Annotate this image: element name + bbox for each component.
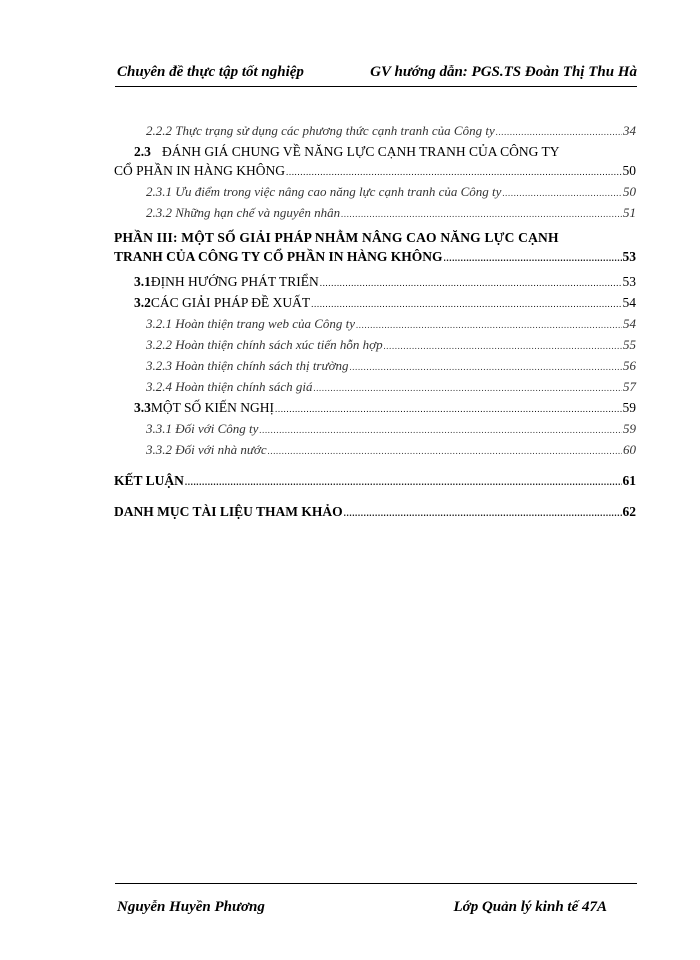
toc-entry-3-2-3[interactable] <box>114 356 636 377</box>
toc-entry-3-2[interactable] <box>114 293 636 314</box>
toc-entry-text: 3.2.4 Hoàn thiện chính sách giá <box>146 379 313 394</box>
toc-section-number: 2.3 <box>134 144 151 159</box>
toc-entry-3-3[interactable] <box>114 398 636 419</box>
toc-page-number: 59 <box>623 421 636 436</box>
toc-page-number: 54 <box>622 295 636 310</box>
toc-leader-dots <box>444 249 622 268</box>
toc-entry-text: MỘT SỐ KIẾN NGHỊ <box>150 400 274 415</box>
toc-entry-text: 3.2.2 Hoàn thiện chính sách xúc tiến hỗn hợp <box>146 337 383 352</box>
toc-leader-dots <box>275 400 622 419</box>
toc-entry-text: 3.3.1 Đối với Công ty <box>146 421 259 436</box>
toc-page-number: 55 <box>623 337 636 352</box>
toc-entry-text-line2: TRANH CỦA CÔNG TY CỔ PHẦN IN HÀNG KHÔNG <box>114 249 443 264</box>
toc-page-number: 53 <box>622 274 636 289</box>
toc-entry-text: 3.2.3 Hoàn thiện chính sách thị trường <box>146 358 349 373</box>
toc-entry-3-1[interactable] <box>114 272 636 293</box>
toc-entry-text: ĐỊNH HƯỚNG PHÁT TRIỂN <box>150 274 319 289</box>
toc-entry-text: 3.3.2 Đối với nhà nước <box>146 442 267 457</box>
toc-entry-part-3[interactable] <box>114 228 636 268</box>
toc-leader-dots <box>286 163 622 182</box>
toc-leader-dots <box>313 379 622 398</box>
toc-page-number: 61 <box>622 473 636 488</box>
toc-entry-text: CÁC GIẢI PHÁP ĐỀ XUẤT <box>150 295 311 310</box>
toc-leader-dots <box>384 337 622 356</box>
toc-entry-3-3-2[interactable] <box>114 440 636 461</box>
toc-page-number: 50 <box>622 163 636 178</box>
toc-entry-text: 2.3.1 Ưu điểm trong việc nâng cao năng lực cạnh tranh của Công ty <box>146 184 502 199</box>
toc-entry-3-2-1[interactable] <box>114 314 636 335</box>
toc-page-number: 60 <box>623 442 636 457</box>
header-left-title: Chuyên đề thực tập tốt nghiệp <box>117 64 304 80</box>
toc-leader-dots <box>341 205 622 224</box>
toc-page-number: 56 <box>623 358 636 373</box>
toc-section-number: 3.1 <box>134 274 151 289</box>
toc-leader-dots <box>496 123 622 142</box>
footer-author: Nguyễn Huyền Phương <box>117 899 265 915</box>
toc-leader-dots <box>356 316 622 335</box>
page-footer <box>117 899 607 916</box>
toc-entry-references[interactable] <box>114 502 636 523</box>
toc-entry-text: DANH MỤC TÀI LIỆU THAM KHẢO <box>114 504 343 519</box>
toc-leader-dots <box>350 358 622 377</box>
table-of-contents <box>114 121 636 523</box>
toc-entry-3-2-2[interactable] <box>114 335 636 356</box>
footer-divider <box>115 883 637 884</box>
header-divider <box>115 86 637 87</box>
toc-entry-2-2-2[interactable] <box>114 121 636 142</box>
header-right-advisor: GV hướng dẫn: PGS.TS Đoàn Thị Thu Hà <box>370 64 637 80</box>
toc-entry-conclusion[interactable] <box>114 471 636 492</box>
page-header <box>117 64 637 81</box>
toc-entry-2-3-2[interactable] <box>114 203 636 224</box>
toc-leader-dots <box>259 421 622 440</box>
toc-entry-text: 2.3.2 Những hạn chế và nguyên nhân <box>146 205 341 220</box>
toc-entry-3-3-1[interactable] <box>114 419 636 440</box>
toc-leader-dots <box>320 274 622 293</box>
toc-entry-2-3[interactable] <box>114 142 636 182</box>
toc-entry-text-line1: PHẦN III: MỘT SỐ GIẢI PHÁP NHẰM NÂNG CAO NĂNG LỰC CẠNH <box>114 230 559 245</box>
toc-entry-text-line1: ĐÁNH GIÁ CHUNG VỀ NĂNG LỰC CẠNH TRANH CỦA CÔNG TY <box>162 144 560 159</box>
toc-entry-text-line2: CỔ PHẦN IN HÀNG KHÔNG <box>114 163 285 178</box>
toc-entry-text: 3.2.1 Hoàn thiện trang web của Công ty <box>146 316 356 331</box>
toc-page-number: 50 <box>623 184 636 199</box>
toc-section-number: 3.2 <box>134 295 151 310</box>
toc-section-number: 3.3 <box>134 400 151 415</box>
toc-page-number: 53 <box>622 249 636 264</box>
toc-page-number: 59 <box>622 400 636 415</box>
toc-page-number: 54 <box>623 316 636 331</box>
toc-page-number: 62 <box>622 504 636 519</box>
toc-entry-2-3-1[interactable] <box>114 182 636 203</box>
toc-leader-dots <box>268 442 622 461</box>
toc-entry-3-2-4[interactable] <box>114 377 636 398</box>
toc-page-number: 57 <box>623 379 636 394</box>
toc-leader-dots <box>311 295 621 314</box>
toc-leader-dots <box>344 504 622 523</box>
footer-class: Lớp Quản lý kinh tế 47A <box>453 899 607 915</box>
toc-leader-dots <box>502 184 622 203</box>
toc-entry-text: 2.2.2 Thực trạng sử dụng các phương thức cạnh tranh của Công ty <box>146 123 495 138</box>
toc-page-number: 34 <box>623 123 636 138</box>
toc-leader-dots <box>185 473 622 492</box>
toc-page-number: 51 <box>623 205 636 220</box>
toc-entry-text: KẾT LUẬN <box>114 473 184 488</box>
